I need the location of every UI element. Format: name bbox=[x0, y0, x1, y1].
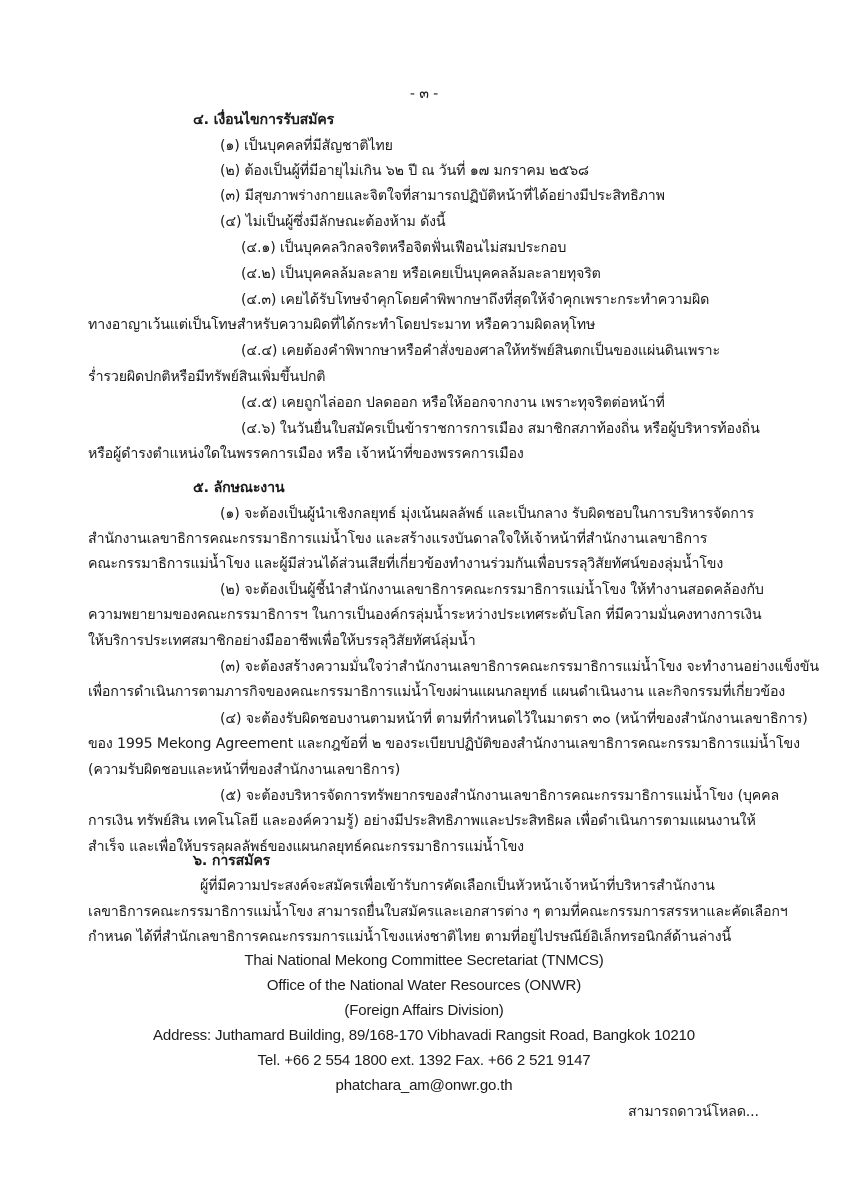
section4-sub-3b: ทางอาญาเว้นแต่เป็นโทษสำหรับความผิดที่ได้กระทำโดยประมาท หรือความผิดลหุโทษ bbox=[88, 317, 596, 333]
section5-p1-line3: คณะกรรมาธิการแม่น้ำโขง และผู้มีส่วนได้ส่วนเสียที่เกี่ยวข้องทำงานร่วมกันเพื่อบรรลุวิสัยทัศน์ของลุ่มน้ำโขง bbox=[88, 556, 724, 572]
section4-sub-1: (๔.๑) เป็นบุคคลวิกลจริตหรือจิตฟั่นเฟือนไม่สมประกอบ bbox=[241, 240, 567, 256]
section4-item-1: (๑) เป็นบุคคลที่มีสัญชาติไทย bbox=[220, 138, 393, 154]
section4-sub-3a: (๔.๓) เคยได้รับโทษจำคุกโดยคำพิพากษาถึงที่สุดให้จำคุกเพราะกระทำความผิด bbox=[241, 292, 710, 308]
section5-p1-line2: สำนักงานเลขาธิการคณะกรรมาธิการแม่น้ำโขง และสร้างแรงบันดาลใจให้เจ้าหน้าที่สำนักงานเลขาธิการ bbox=[88, 531, 708, 547]
section6-para-line3: กำหนด ได้ที่สำนักเลขาธิการคณะกรรมการแม่น้ำโขงแห่งชาติไทย ตามที่อยู่ไปรษณีย์อิเล็กทรอนิกส์ด้านล่างนี้ bbox=[88, 929, 732, 945]
section5-heading: ๕. ลักษณะงาน bbox=[193, 480, 285, 496]
address-org: Thai National Mekong Committee Secretariat (TNMCS) bbox=[244, 952, 604, 969]
section5-p4-line1: (๔) จะต้องรับผิดชอบงานตามหน้าที่ ตามที่กำหนดไว้ในมาตรา ๓๐ (หน้าที่ของสำนักงานเลขาธิการ) bbox=[220, 711, 808, 727]
section4-sub-6b: หรือผู้ดำรงตำแหน่งใดในพรรคการเมือง หรือ เจ้าหน้าที่ของพรรคการเมือง bbox=[88, 446, 524, 462]
section5-p1-line1: (๑) จะต้องเป็นผู้นำเชิงกลยุทธ์ มุ่งเน้นผลลัพธ์ และเป็นกลาง รับผิดชอบในการบริหารจัดการ bbox=[220, 506, 755, 522]
section4-item-4: (๔) ไม่เป็นผู้ซึ่งมีลักษณะต้องห้าม ดังนี้ bbox=[220, 214, 446, 230]
continued-note: สามารถดาวน์โหลด... bbox=[628, 1104, 759, 1120]
section4-sub-6a: (๔.๖) ในวันยื่นใบสมัครเป็นข้าราชการการเมือง สมาชิกสภาท้องถิ่น หรือผู้บริหารท้องถิ่น bbox=[241, 421, 760, 437]
section6-para-line1: ผู้ที่มีความประสงค์จะสมัครเพื่อเข้ารับการคัดเลือกเป็นหัวหน้าเจ้าหน้าที่บริหารสำนักงาน bbox=[200, 878, 715, 894]
section5-p3-line1: (๓) จะต้องสร้างความมั่นใจว่าสำนักงานเลขาธิการคณะกรรมาธิการแม่น้ำโขง จะทำงานอย่างแข็งขัน bbox=[220, 659, 819, 675]
address-phone: Tel. +66 2 554 1800 ext. 1392 Fax. +66 2 521 9147 bbox=[257, 1052, 591, 1069]
section6-para-line2: เลขาธิการคณะกรรมาธิการแม่น้ำโขง สามารถยื่นใบสมัครและเอกสารต่าง ๆ ตามที่คณะกรรมการสรรหาและคัดเลือกฯ bbox=[88, 904, 788, 920]
section5-p5-line3: สำเร็จ และเพื่อให้บรรลุผลลัพธ์ของแผนกลยุทธ์คณะกรรมาธิการแม่น้ำโขง bbox=[88, 839, 524, 855]
section4-sub-5: (๔.๕) เคยถูกไล่ออก ปลดออก หรือให้ออกจากงาน เพราะทุจริตต่อหน้าที่ bbox=[241, 395, 665, 411]
section5-p2-line1: (๒) จะต้องเป็นผู้ชี้นำสำนักงานเลขาธิการคณะกรรมาธิการแม่น้ำโขง ให้ทำงานสอดคล้องกับ bbox=[220, 582, 764, 598]
section4-item-2: (๒) ต้องเป็นผู้ที่มีอายุไม่เกิน ๖๒ ปี ณ วันที่ ๑๗ มกราคม ๒๕๖๘ bbox=[220, 163, 589, 179]
section4-sub-2: (๔.๒) เป็นบุคคลล้มละลาย หรือเคยเป็นบุคคลล้มละลายทุจริต bbox=[241, 266, 601, 282]
section4-sub-4a: (๔.๔) เคยต้องคำพิพากษาหรือคำสั่งของศาลให้ทรัพย์สินตกเป็นของแผ่นดินเพราะ bbox=[241, 343, 720, 359]
section5-p2-line3: ให้บริการประเทศสมาชิกอย่างมืออาชีพเพื่อให้บรรลุวิสัยทัศน์ลุ่มน้ำ bbox=[88, 633, 476, 649]
address-division: (Foreign Affairs Division) bbox=[344, 1002, 504, 1019]
section5-p5-line1: (๕) จะต้องบริหารจัดการทรัพยากรของสำนักงานเลขาธิการคณะกรรมาธิการแม่น้ำโขง (บุคคล bbox=[220, 788, 780, 804]
page-number: - ๓ - bbox=[409, 86, 439, 102]
section5-p4-line3: (ความรับผิดชอบและหน้าที่ของสำนักงานเลขาธิการ) bbox=[88, 762, 401, 778]
address-email: phatchara_am@onwr.go.th bbox=[335, 1077, 513, 1094]
section4-heading: ๔. เงื่อนไขการรับสมัคร bbox=[193, 112, 335, 128]
address-street: Address: Juthamard Building, 89/168-170 Vibhavadi Rangsit Road, Bangkok 10210 bbox=[153, 1027, 695, 1044]
section4-sub-4b: ร่ำรวยผิดปกติหรือมีทรัพย์สินเพิ่มขึ้นปกติ bbox=[88, 369, 326, 385]
section5-p2-line2: ความพยายามของคณะกรรมาธิการฯ ในการเป็นองค์กรลุ่มน้ำระหว่างประเทศระดับโลก ที่มีความมั่นคงทางการเงิน bbox=[88, 607, 762, 623]
section4-item-3: (๓) มีสุขภาพร่างกายและจิตใจที่สามารถปฏิบัติหน้าที่ได้อย่างมีประสิทธิภาพ bbox=[220, 188, 665, 204]
section6-heading: ๖. การสมัคร bbox=[193, 853, 271, 869]
section5-p4-line2: ของ 1995 Mekong Agreement และกฎข้อที่ ๒ ของระเบียบปฏิบัติของสำนักงานเลขาธิการคณะกรรมาธิการแม่น้ำโขง bbox=[88, 736, 800, 752]
address-office: Office of the National Water Resources (ONWR) bbox=[266, 977, 582, 994]
section5-p3-line2: เพื่อการดำเนินการตามภารกิจของคณะกรรมาธิการแม่น้ำโขงผ่านแผนกลยุทธ์ แผนดำเนินงาน และกิจกรรมที่เกี่ยวข้อง bbox=[88, 684, 786, 700]
section5-p5-line2: การเงิน ทรัพย์สิน เทคโนโลยี และองค์ความรู้) อย่างมีประสิทธิภาพและประสิทธิผล เพื่อดำเนินการตามแผนงานให้ bbox=[88, 813, 756, 829]
